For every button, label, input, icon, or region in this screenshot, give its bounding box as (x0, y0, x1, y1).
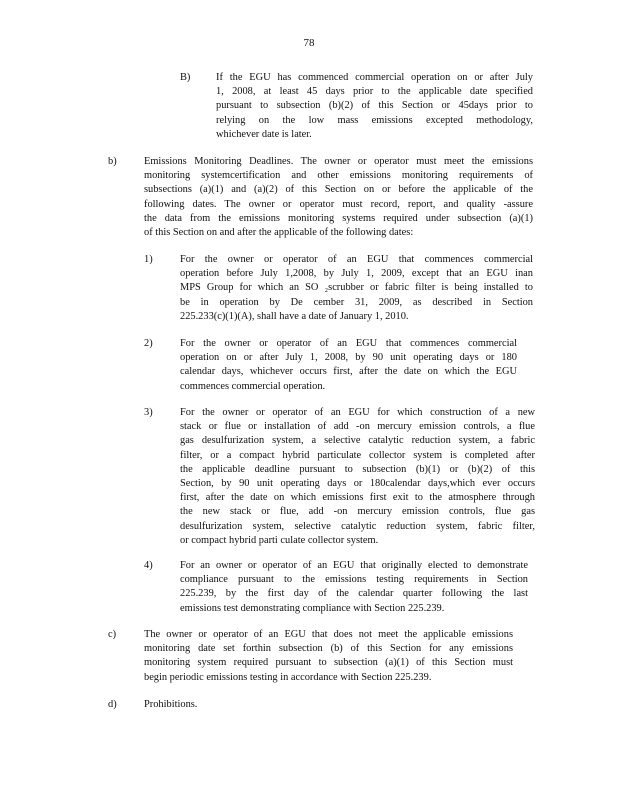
item-3-line: desulfurization system, selective catalytic reduction system, fabric filter, (180, 520, 535, 532)
item-b-line: Emissions Monitoring Deadlines. The owner or operator must meet the emissions (144, 156, 533, 167)
item-4-text (180, 559, 528, 616)
item-d-line: Prohibitions. (144, 699, 198, 710)
item-3-line: the new stack or flue, add -on mercury emission controls, flue gas (180, 506, 535, 518)
item-B-line: pursuant to subsection (b)(2) of this Section or 45days prior to (216, 100, 533, 112)
item-1-line: 225.233(c)(1)(A), shall have a date of January 1, 2010. (180, 310, 409, 322)
item-4-label: 4) (144, 560, 153, 571)
item-4-line: compliance pursuant to the emissions testing requirements in Section (180, 574, 528, 586)
item-3-line: or compact hybrid parti culate collector system. (180, 534, 379, 546)
item-2-line: calendar days, whichever occurs first, after the date on which the EGU (180, 366, 517, 378)
item-b-line: of this Section on and after the applicable of the following dates: (144, 227, 414, 239)
item-3-label: 3) (144, 407, 153, 418)
item-3-line: Section, by 90 unit operating days or 180calendar days,which ever occurs (180, 478, 535, 490)
item-b-line: monitoring systemcertification and other emissions monitoring requirements of (144, 170, 533, 182)
item-2-label: 2) (144, 338, 153, 349)
item-d-label: d) (108, 699, 117, 710)
item-c-line: begin periodic emissions testing in accordance with Section 225.239. (144, 671, 432, 683)
item-B-line: 1, 2008, at least 45 days prior to the applicable date specified (216, 86, 533, 98)
item-3-line: stack or flue or installation of add -on mercury emission controls, a flue (180, 421, 535, 433)
item-2-line: For the owner or operator of an EGU that commences commercial (180, 338, 517, 349)
page-number: 78 (303, 37, 315, 49)
item-b-line: following dates. The owner or operator must record, report, and quality -assure (144, 198, 533, 210)
item-3-line: first, after the date on which emissions first exit to the atmosphere through (180, 492, 535, 504)
item-2-line: commences commercial operation. (180, 380, 326, 392)
item-B-line: relying on the low mass emissions excepted methodology, (216, 114, 533, 126)
item-3-text (180, 406, 535, 548)
item-4-line: For an owner or operator of an EGU that originally elected to demonstrate (180, 560, 528, 571)
item-2-line: operation on or after July 1, 2008, by 90 unit operating days or 180 (180, 352, 517, 364)
item-4-line: emissions test demonstrating compliance with Section 225.239. (180, 602, 445, 614)
item-c-line: The owner or operator of an EGU that does not meet the applicable emissions (144, 629, 513, 640)
item-B-line: If the EGU has commenced commercial operation on or after July (216, 72, 533, 83)
item-1-text (180, 253, 533, 324)
item-d-text (144, 698, 344, 712)
item-B-label: B) (180, 72, 191, 83)
item-4-line: 225.239, by the first day of the calendar quarter following the last (180, 588, 528, 600)
item-c-line: monitoring date set forthin subsection (b) of this Section for any emissions (144, 643, 513, 655)
item-3-line: filter, or a compact hybrid particulate collector system is completed after (180, 449, 535, 461)
item-1-line: For the owner or operator of an EGU that commences commercial (180, 254, 533, 265)
item-c-line: monitoring system required pursuant to subsection (a)(1) of this Section must (144, 657, 513, 669)
item-3-line: gas desulfurization system, a selective catalytic reduction system, a fabric (180, 435, 535, 447)
item-c-label: c) (108, 629, 117, 640)
item-b-line: the data from the emissions monitoring systems required under subsection (a)(1) (144, 212, 533, 224)
item-B-line: whichever date is later. (216, 128, 312, 140)
item-b-text (144, 155, 533, 240)
item-3-line: For the owner or operator of an EGU for which construction of a new (180, 407, 535, 418)
item-2-text (180, 337, 517, 394)
item-3-line: the applicable deadline pursuant to subsection (b)(1) or (b)(2) of this (180, 463, 535, 475)
item-1-line: operation before July 1,2008, by July 1, 2009, except that an EGU inan (180, 268, 533, 280)
item-1-line: be in operation by De cember 31, 2009, as described in Section (180, 296, 533, 308)
item-B-text (216, 71, 533, 142)
item-b-label: b) (108, 156, 117, 167)
item-c-text (144, 628, 513, 685)
item-1-line: MPS Group for which an SO ₂scrubber or fabric filter is being installed to (180, 282, 533, 294)
item-b-line: subsections (a)(1) and (a)(2) of this Section on or before the applicable of the (144, 184, 533, 196)
item-1-label: 1) (144, 254, 153, 265)
